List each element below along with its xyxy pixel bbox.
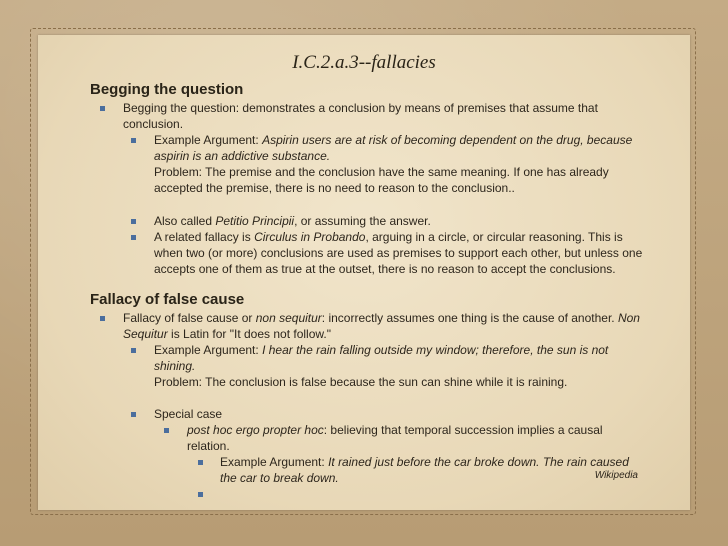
problem-text: accepted the premise, there is no need to reason to the conclusion.. <box>154 181 515 195</box>
also-text: Also called <box>154 214 216 228</box>
problem-line <box>90 164 650 180</box>
heading-begging-question: Begging the question <box>90 81 244 98</box>
sub-bullet-item <box>90 406 650 422</box>
slide-title: I.C.2.a.3--fallacies <box>292 52 436 73</box>
bullet-square <box>131 138 136 143</box>
sub-sub-bullet-continuation <box>90 438 650 454</box>
related-text: when two (or more) conclusions are used as premises to support each other, but unless one <box>154 246 643 260</box>
latin-term: post hoc ergo propter hoc <box>187 423 324 437</box>
sub-bullet-item <box>90 213 650 229</box>
latin-term: non sequitur <box>255 311 322 325</box>
bullet-text: conclusion. <box>123 117 184 131</box>
problem-line <box>90 374 650 390</box>
sub-bullet-item <box>90 342 650 358</box>
latin-term: Sequitur <box>123 327 168 341</box>
example-text: I hear the rain falling outside my window; therefore, the sun is not <box>262 343 609 357</box>
sub-bullet-continuation <box>90 245 650 261</box>
example-text: aspirin is an addictive substance. <box>154 149 331 163</box>
post-hoc-text: relation. <box>187 439 230 453</box>
example-text: Aspirin users are at risk of becoming dependent on the drug, because <box>262 133 633 147</box>
bullet-text: Begging the question: demonstrates a conclusion by means of premises that assume that <box>123 101 598 115</box>
example-text: shining. <box>154 359 196 373</box>
problem-text: Problem: The conclusion is false because the sun can shine while it is raining. <box>154 375 568 389</box>
sub-bullet-continuation <box>90 358 650 374</box>
bullet-square <box>131 412 136 417</box>
latin-term: Circulus in Probando <box>254 230 366 244</box>
slide-content <box>90 80 650 502</box>
bullet-square <box>100 316 105 321</box>
post-hoc-text: : believing that temporal succession implies a causal <box>323 423 603 437</box>
level4-bullet-item <box>90 454 650 470</box>
sub-sub-bullet-item <box>90 422 650 438</box>
example-label: Example Argument: <box>154 133 263 147</box>
bullet-square <box>131 235 136 240</box>
related-text: , arguing in a circle, or circular reasoning. This is <box>365 230 623 244</box>
bullet-square <box>131 219 136 224</box>
related-text: accepts one of them as true at the outset, there is no reason to accept the conclusions. <box>154 262 616 276</box>
latin-term: Non <box>617 311 640 325</box>
source-wikipedia: Wikipedia <box>594 470 638 481</box>
problem-line <box>90 180 650 196</box>
problem-text: Problem: The premise and the conclusion have the same meaning. If one has already <box>154 165 609 179</box>
bullet-square <box>198 460 203 465</box>
bullet-item <box>90 310 650 326</box>
bullet-text: Fallacy of false cause or <box>123 311 256 325</box>
sub-bullet-continuation <box>90 261 650 277</box>
special-case-text: Special case <box>154 407 223 421</box>
bullet-square <box>198 492 203 497</box>
example-text: the car to break down. <box>220 471 339 485</box>
bullet-square <box>164 428 169 433</box>
bullet-square <box>131 348 136 353</box>
sub-bullet-item <box>90 229 650 245</box>
level4-bullet-empty <box>90 486 650 502</box>
example-label: Example Argument: <box>154 343 263 357</box>
example-text: It rained just before the car broke down. The rain caused <box>328 455 629 469</box>
bullet-text: is Latin for "It does not follow." <box>167 327 331 341</box>
bullet-item <box>90 100 650 116</box>
heading-false-cause: Fallacy of false cause <box>90 291 245 308</box>
example-label: Example Argument: <box>220 455 329 469</box>
bullet-text: : incorrectly assumes one thing is the cause of another. <box>321 311 618 325</box>
bullet-continuation <box>90 116 650 132</box>
latin-term: Petitio Principii <box>215 214 295 228</box>
bullet-square <box>100 106 105 111</box>
sub-bullet-item <box>90 132 650 148</box>
also-text: , or assuming the answer. <box>294 214 431 228</box>
related-text: A related fallacy is <box>154 230 255 244</box>
bullet-continuation <box>90 326 650 342</box>
sub-bullet-continuation <box>90 148 650 164</box>
level4-bullet-continuation <box>90 470 650 486</box>
